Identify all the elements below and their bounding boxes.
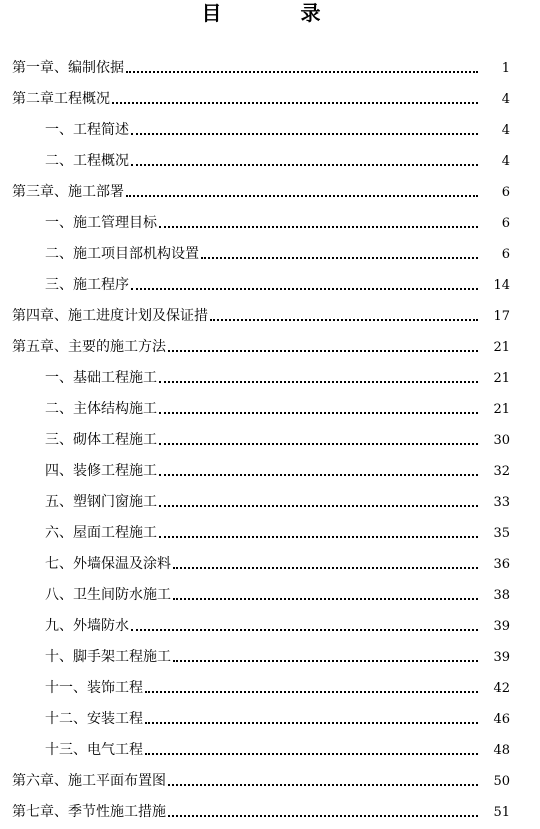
table-of-contents xyxy=(0,53,540,828)
toc-entry-page-number: 21 xyxy=(493,371,510,386)
dot-leader xyxy=(131,287,478,290)
dot-leader xyxy=(168,783,478,786)
dot-leader xyxy=(131,132,478,135)
toc-entry-page-number: 6 xyxy=(501,185,510,200)
toc-entry-label: 第六章、施工平面布置图 xyxy=(12,773,166,789)
toc-section-entry[interactable] xyxy=(0,425,540,456)
toc-section-entry[interactable] xyxy=(0,146,540,177)
toc-entry-label: 第三章、施工部署 xyxy=(12,184,124,200)
toc-entry-page-number: 38 xyxy=(493,588,510,603)
dot-leader xyxy=(126,70,478,73)
toc-entry-label: 六、屋面工程施工 xyxy=(45,525,157,541)
toc-entry-label: 二、施工项目部机构设置 xyxy=(45,246,199,262)
dot-leader xyxy=(131,163,478,166)
toc-entry-label: 第七章、季节性施工措施 xyxy=(12,804,166,820)
toc-entry-label: 九、外墙防水 xyxy=(45,618,129,634)
dot-leader xyxy=(173,566,478,569)
toc-section-entry[interactable] xyxy=(0,611,540,642)
toc-entry-page-number: 39 xyxy=(493,650,510,665)
toc-entry-page-number: 6 xyxy=(501,247,510,262)
toc-title: 目 录 xyxy=(201,1,357,25)
toc-entry-label: 一、基础工程施工 xyxy=(45,370,157,386)
toc-entry-label: 第二章工程概况 xyxy=(12,91,110,107)
toc-section-entry[interactable] xyxy=(0,208,540,239)
toc-entry-label: 十、脚手架工程施工 xyxy=(45,649,171,665)
toc-section-entry[interactable] xyxy=(0,673,540,704)
dot-leader xyxy=(159,411,478,414)
dot-leader xyxy=(173,597,478,600)
dot-leader xyxy=(173,659,478,662)
toc-entry-page-number: 32 xyxy=(493,464,510,479)
toc-section-entry[interactable] xyxy=(0,394,540,425)
toc-chapter-entry[interactable] xyxy=(0,177,540,208)
toc-entry-label: 十二、安装工程 xyxy=(45,711,143,727)
toc-chapter-entry[interactable] xyxy=(0,84,540,115)
toc-entry-page-number: 1 xyxy=(501,61,510,76)
toc-entry-label: 三、施工程序 xyxy=(45,277,129,293)
dot-leader xyxy=(159,504,478,507)
dot-leader xyxy=(112,101,478,104)
toc-entry-page-number: 35 xyxy=(493,526,510,541)
dot-leader xyxy=(159,535,478,538)
toc-entry-page-number: 39 xyxy=(493,619,510,634)
toc-entry-label: 七、外墙保温及涂料 xyxy=(45,556,171,572)
dot-leader xyxy=(159,442,478,445)
toc-entry-label: 第五章、主要的施工方法 xyxy=(12,339,166,355)
toc-entry-page-number: 48 xyxy=(493,743,510,758)
toc-section-entry[interactable] xyxy=(0,735,540,766)
dot-leader xyxy=(159,225,478,228)
toc-entry-page-number: 46 xyxy=(493,712,510,727)
toc-entry-label: 二、主体结构施工 xyxy=(45,401,157,417)
toc-section-entry[interactable] xyxy=(0,270,540,301)
toc-entry-label: 一、施工管理目标 xyxy=(45,215,157,231)
toc-entry-page-number: 51 xyxy=(493,805,510,820)
toc-entry-page-number: 21 xyxy=(493,402,510,417)
dot-leader xyxy=(145,690,478,693)
toc-chapter-entry[interactable] xyxy=(0,797,540,828)
toc-chapter-entry[interactable] xyxy=(0,53,540,84)
toc-entry-page-number: 4 xyxy=(501,154,510,169)
dot-leader xyxy=(145,752,478,755)
dot-leader xyxy=(210,318,478,321)
toc-entry-page-number: 4 xyxy=(501,92,510,107)
toc-section-entry[interactable] xyxy=(0,549,540,580)
toc-section-entry[interactable] xyxy=(0,239,540,270)
toc-chapter-entry[interactable] xyxy=(0,332,540,363)
toc-chapter-entry[interactable] xyxy=(0,301,540,332)
toc-entry-label: 十一、装饰工程 xyxy=(45,680,143,696)
toc-entry-label: 四、装修工程施工 xyxy=(45,463,157,479)
toc-entry-page-number: 33 xyxy=(493,495,510,510)
toc-entry-label: 一、工程简述 xyxy=(45,122,129,138)
toc-entry-page-number: 50 xyxy=(493,774,510,789)
dot-leader xyxy=(126,194,478,197)
toc-entry-page-number: 42 xyxy=(493,681,510,696)
toc-section-entry[interactable] xyxy=(0,487,540,518)
toc-section-entry[interactable] xyxy=(0,115,540,146)
toc-entry-page-number: 21 xyxy=(493,340,510,355)
toc-section-entry[interactable] xyxy=(0,363,540,394)
dot-leader xyxy=(159,473,478,476)
toc-entry-page-number: 17 xyxy=(493,309,510,324)
toc-entry-page-number: 4 xyxy=(501,123,510,138)
dot-leader xyxy=(168,349,478,352)
toc-entry-label: 第一章、编制依据 xyxy=(12,60,124,76)
dot-leader xyxy=(159,380,478,383)
toc-section-entry[interactable] xyxy=(0,704,540,735)
toc-entry-label: 三、砌体工程施工 xyxy=(45,432,157,448)
toc-entry-page-number: 30 xyxy=(493,433,510,448)
toc-entry-label: 八、卫生间防水施工 xyxy=(45,587,171,603)
toc-entry-label: 二、工程概况 xyxy=(45,153,129,169)
toc-entry-page-number: 14 xyxy=(493,278,510,293)
toc-entry-label: 第四章、施工进度计划及保证措 xyxy=(12,308,208,324)
toc-section-entry[interactable] xyxy=(0,642,540,673)
toc-section-entry[interactable] xyxy=(0,580,540,611)
dot-leader xyxy=(145,721,478,724)
dot-leader xyxy=(131,628,478,631)
toc-entry-label: 十三、电气工程 xyxy=(45,742,143,758)
dot-leader xyxy=(168,814,478,817)
toc-chapter-entry[interactable] xyxy=(0,766,540,797)
toc-section-entry[interactable] xyxy=(0,456,540,487)
toc-entry-label: 五、塑钢门窗施工 xyxy=(45,494,157,510)
toc-entry-page-number: 6 xyxy=(501,216,510,231)
toc-entry-page-number: 36 xyxy=(493,557,510,572)
toc-section-entry[interactable] xyxy=(0,518,540,549)
dot-leader xyxy=(201,256,478,259)
